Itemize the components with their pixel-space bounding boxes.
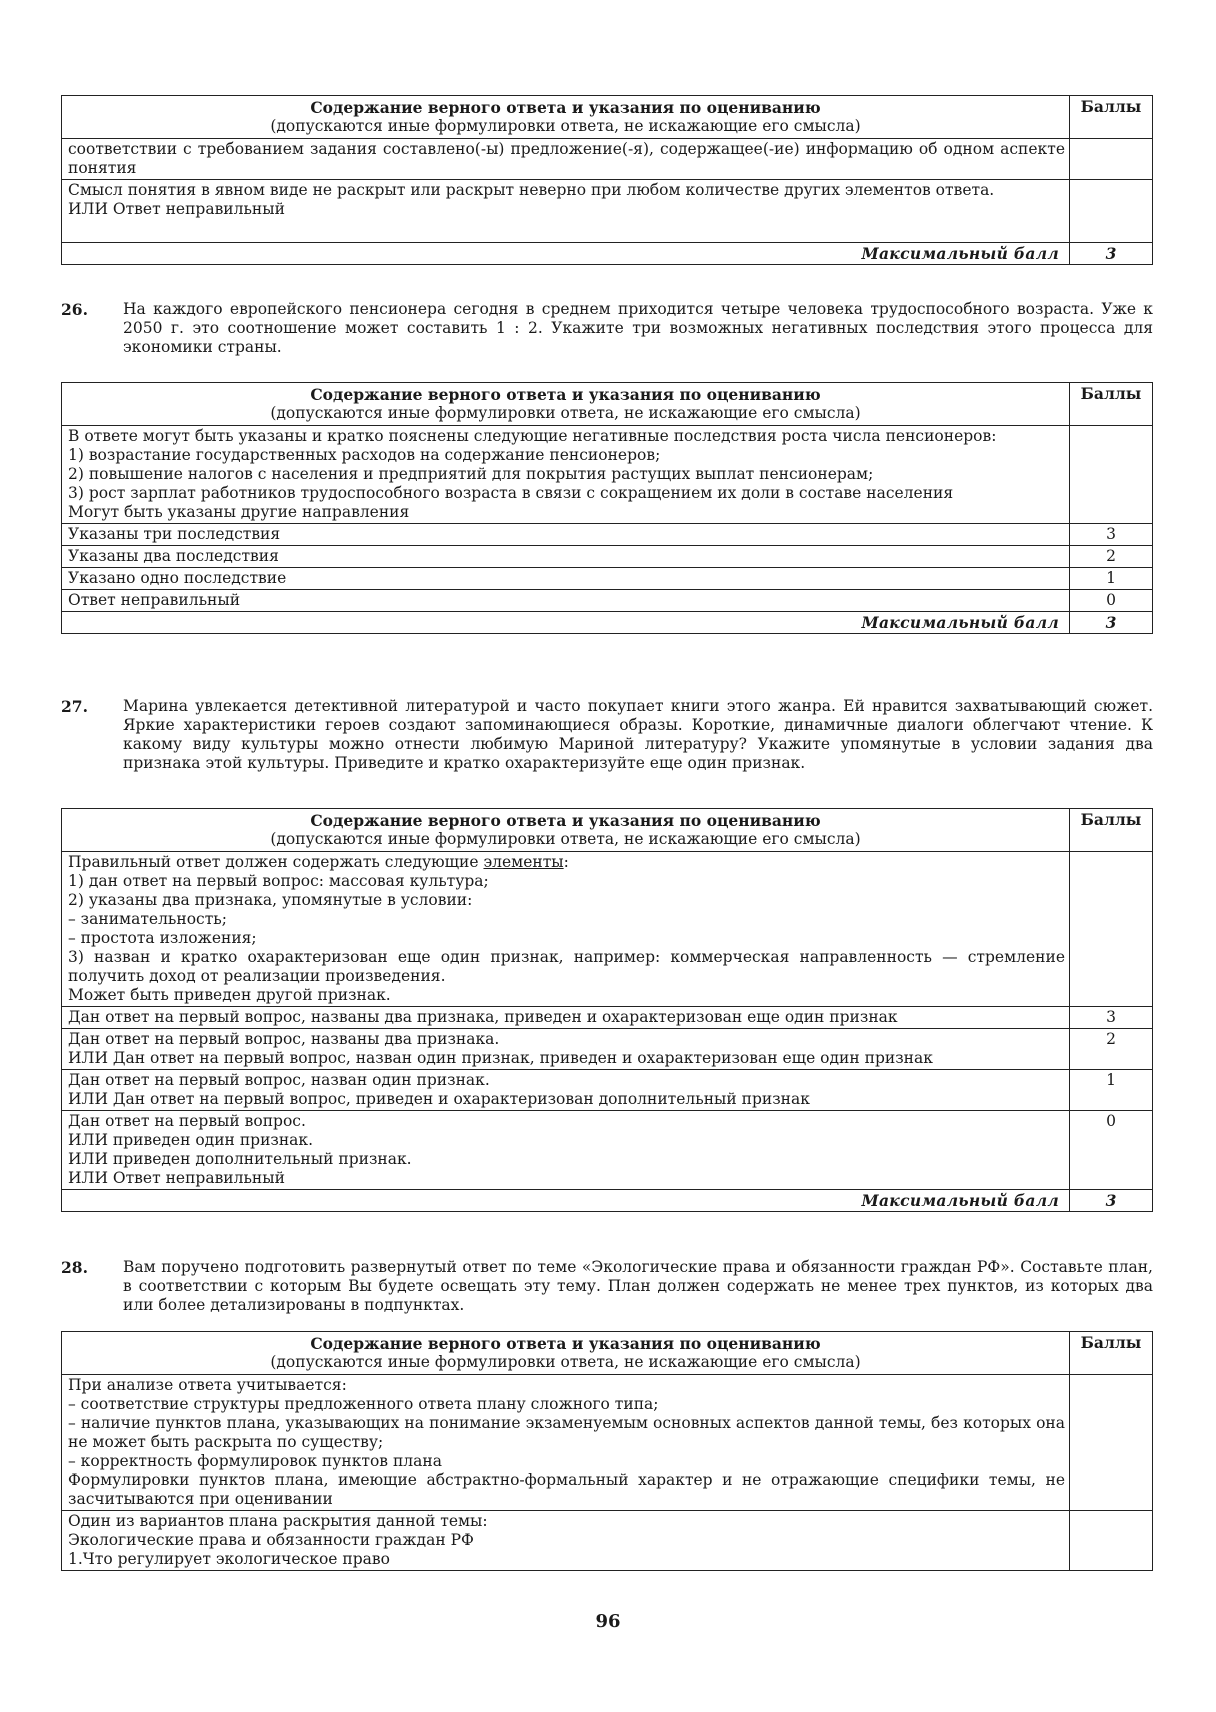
task-27 xyxy=(61,697,1153,773)
table-row: Указано одно последствие 1 xyxy=(62,568,1153,590)
table-row: Дан ответ на первый вопрос, названы два признака. ИЛИ Дан ответ на первый вопрос, назван один признак, приведен и охарактеризован еще один признак 2 xyxy=(62,1029,1153,1070)
table-header: Содержание верного ответа и указания по оцениванию (допускаются иные формулировки ответа, не искажающие его смысла) xyxy=(62,96,1070,139)
table-row: Правильный ответ должен содержать следующие элементы: 1) дан ответ на первый вопрос: массовая культура; 2) указаны два признака, упомянутые в условии: – занимательность; – простота изложения; 3) назван и кратко охарактеризован еще один признак, например: коммерческая направленность — стремление получить доход от реализации произведения. Может быть приведен другой признак. xyxy=(62,852,1153,1007)
table-row: В ответе могут быть указаны и кратко пояснены следующие негативные последствия роста числа пенсионеров: 1) возрастание государственных расходов на содержание пенсионеров; 2) повышение налогов с населения и предприятий для покрытия растущих выплат пенсионерам; 3) рост зарплат работников трудоспособного возраста в связи с сокращением их доли в составе населения Могут быть указаны другие направления xyxy=(62,426,1153,524)
points-header: Баллы xyxy=(1070,809,1153,852)
points-header: Баллы xyxy=(1070,1332,1153,1375)
points-header: Баллы xyxy=(1070,383,1153,426)
max-score-row: Максимальный балл 3 xyxy=(62,243,1153,265)
table-row: Ответ неправильный 0 xyxy=(62,590,1153,612)
task-number: 28. xyxy=(61,1258,88,1277)
task-28 xyxy=(61,1258,1153,1315)
table-row: Указаны три последствия 3 xyxy=(62,524,1153,546)
criteria-table-27 xyxy=(61,808,1153,1212)
task-text: Вам поручено подготовить развернутый ответ по теме «Экологические права и обязанности граждан РФ». Составьте план, в соответствии с которым Вы будете освещать эту тему. План должен содержать не менее трех пунктов, из которых два или более детализированы в подпунктах. xyxy=(123,1258,1153,1314)
table-header: Содержание верного ответа и указания по оцениванию (допускаются иные формулировки ответа, не искажающие его смысла) xyxy=(62,1332,1070,1375)
points-header: Баллы xyxy=(1070,96,1153,139)
max-score-row: Максимальный балл 3 xyxy=(62,612,1153,634)
task-number: 26. xyxy=(61,300,88,319)
max-score-row: Максимальный балл 3 xyxy=(62,1190,1153,1212)
table-row: Дан ответ на первый вопрос. ИЛИ приведен один признак. ИЛИ приведен дополнительный признак. ИЛИ Ответ неправильный 0 xyxy=(62,1111,1153,1190)
table-row: Дан ответ на первый вопрос, названы два признака, приведен и охарактеризован еще один признак 3 xyxy=(62,1007,1153,1029)
table-header: Содержание верного ответа и указания по оцениванию (допускаются иные формулировки ответа, не искажающие его смысла) xyxy=(62,809,1070,852)
table-row: Смысл понятия в явном виде не раскрыт или раскрыт неверно при любом количестве других элементов ответа. ИЛИ Ответ неправильный xyxy=(62,180,1153,243)
table-row: Указаны два последствия 2 xyxy=(62,546,1153,568)
table-row: При анализе ответа учитывается: – соответствие структуры предложенного ответа плану сложного типа; – наличие пунктов плана, указывающих на понимание экзаменуемым основных аспектов данной темы, без которых она не может быть раскрыта по существу; – корректность формулировок пунктов плана Формулировки пунктов плана, имеющие абстрактно-формальный характер и не отражающие специфики темы, не засчитываются при оценивании xyxy=(62,1375,1153,1511)
criteria-table-26 xyxy=(61,382,1153,634)
page-number: 96 xyxy=(595,1611,621,1632)
table-row: соответствии с требованием задания составлено(-ы) предложение(-я), содержащее(-ие) информацию об одном аспекте понятия xyxy=(62,139,1153,180)
table-header: Содержание верного ответа и указания по оцениванию (допускаются иные формулировки ответа, не искажающие его смысла) xyxy=(62,383,1070,426)
table-row: Дан ответ на первый вопрос, назван один признак. ИЛИ Дан ответ на первый вопрос, приведен и охарактеризован дополнительный признак 1 xyxy=(62,1070,1153,1111)
task-text: Марина увлекается детективной литературой и часто покупает книги этого жанра. Ей нравится захватывающий сюжет. Яркие характеристики героев создают запоминающиеся образы. Короткие, динамичные диалоги облегчают чтение. К какому виду культуры можно отнести любимую Мариной литературу? Укажите упомянутые в условии задания два признака этой культуры. Приведите и кратко охарактеризуйте еще один признак. xyxy=(123,697,1153,772)
table-row: Один из вариантов плана раскрытия данной темы: Экологические права и обязанности граждан РФ 1.Что регулирует экологическое право xyxy=(62,1511,1153,1571)
task-number: 27. xyxy=(61,697,88,716)
task-text: На каждого европейского пенсионера сегодня в среднем приходится четыре человека трудоспособного возраста. Уже к 2050 г. это соотношение может составить 1 : 2. Укажите три возможных негативных последствия этого процесса для экономики страны. xyxy=(123,300,1153,356)
task-26 xyxy=(61,300,1153,357)
criteria-table-28 xyxy=(61,1331,1153,1571)
criteria-table-25 xyxy=(61,95,1153,265)
